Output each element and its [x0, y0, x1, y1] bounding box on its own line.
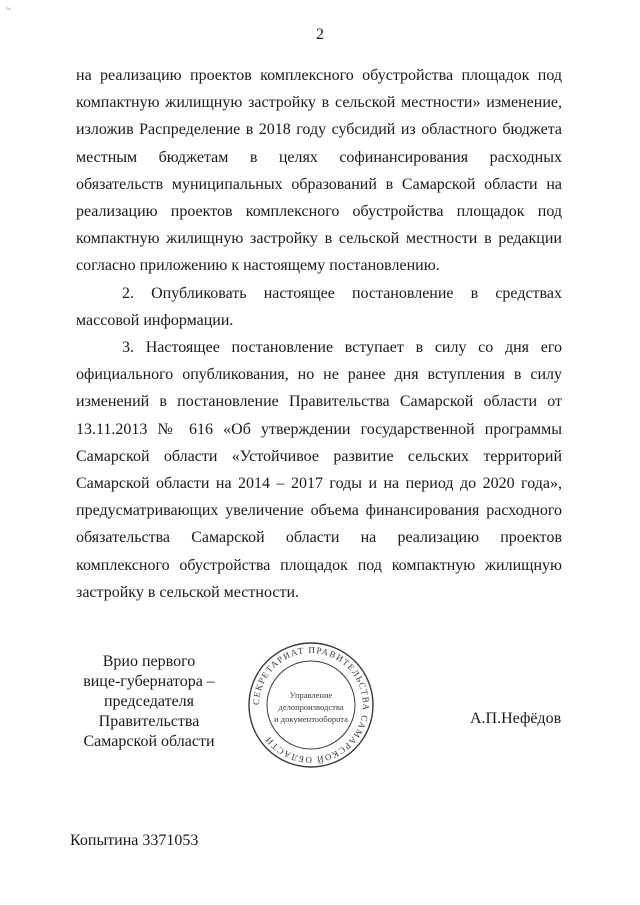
signatory-name: А.П.Нефёдов	[470, 710, 562, 727]
executor-contact: Копытина 3371053	[70, 832, 199, 849]
signatory-title-line: Самарской области	[83, 733, 215, 750]
stamp-inner-line: Управление	[289, 690, 333, 700]
signatory-title-line: вице-губернатора –	[83, 673, 215, 690]
stamp-ring-text: СЕКРЕТАРИАТ ПРАВИТЕЛЬСТВА САМАРСКОЙ ОБЛАСТИ	[250, 644, 372, 766]
signatory-title	[64, 652, 234, 752]
stamp-inner-line: и документооборота	[274, 714, 348, 724]
paragraph-effective-date: 3. Настоящее постановление вступает в силу со дня его официального опубликования, но не ранее дня вступления в силу изменений в постановление Правительства Самарской области от 13.11.2013 № 616 «Об утверждении государственной программы Самарской области «Устойчивое развитие сельских территорий Самарской области на 2014 – 2017 годы и на период до 2020 года», предусматривающих увеличение объема финансирования расходного обязательства Самарской области на реализацию проектов комплексного обустройства площадок под компактную жилищную застройку в сельской местности.	[76, 339, 562, 601]
corner-mark: ~	[6, 4, 12, 15]
page-number: 2	[316, 26, 324, 43]
document-body	[76, 62, 562, 606]
stamp-graphic	[246, 640, 376, 770]
paragraph-continuation: на реализацию проектов комплексного обустройства площадок под компактную жилищную застройку в сельской местности» изменение, изложив Распределение в 2018 году субсидий из областного бюджета местным бюджетам в целях софинансирования расходных обязательств муниципальных образований в Самарской области на реализацию проектов комплексного обустройства площадок под компактную жилищную застройку в сельской местности в редакции согласно приложению к настоящему постановлению.	[76, 67, 562, 275]
paragraph-publish: 2. Опубликовать настоящее постановление в средствах массовой информации.	[76, 284, 562, 329]
signatory-title-line: Врио первого	[102, 653, 196, 670]
stamp-inner-line: делопроизводства	[278, 702, 344, 712]
signatory-title-line: председателя Правительства	[98, 693, 200, 730]
official-stamp	[246, 640, 376, 770]
